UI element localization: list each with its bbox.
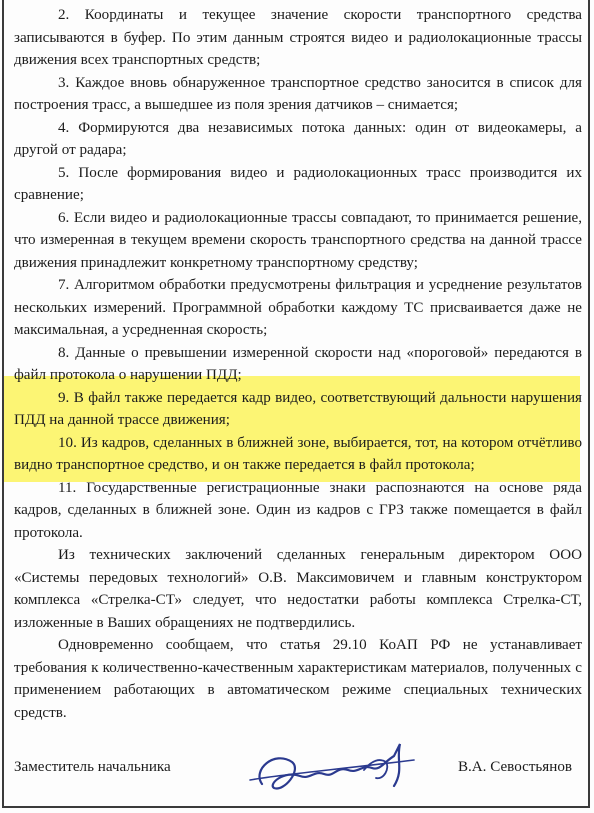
paragraph-item-3: 3. Каждое вновь обнаруженное транспортное средство заносится в список для построения трасс, а вышедшее из поля зрения датчиков – снимается;: [14, 74, 582, 113]
paragraph-item-8: 8. Данные о превышении измеренной скорости над «пороговой» передаются в файл протокола о нарушении ПДД;: [14, 344, 582, 383]
paragraph-item-5: 5. После формирования видео и радиолокационных трасс производится их сравнение;: [14, 164, 582, 203]
document-body: [14, 4, 582, 724]
paragraph-item-10: 10. Из кадров, сделанных в ближней зоне, выбирается, тот, на котором отчётливо видно транспортное средство, и он также передается в файл протокола;: [14, 434, 582, 473]
paragraph-notice: Одновременно сообщаем, что статья 29.10 КоАП РФ не устанавливает требования к количественно-качественным характеристикам материалов, полученных с применением работающих в автоматическом режиме специальных технических средств.: [14, 637, 582, 721]
paragraph-item-6: 6. Если видео и радиолокационные трассы совпадают, то принимается решение, что измеренная в текущем времени скорость транспортного средства на данной трассе движения принадлежит конкретному транспортному средству;: [14, 209, 582, 271]
paragraph-item-2: 2. Координаты и текущее значение скорости транспортного средства записываются в буфер. По этим данным строятся видео и радиолокационные трассы движения всех транспортных средств;: [14, 7, 582, 68]
signer-name: В.А. Севостьянов: [457, 759, 572, 775]
paragraph-conclusion: Из технических заключений сделанных генеральным директором ООО «Системы передовых технологий» О.В. Максимовичем и главным конструктором комплекса «Стрелка-СТ» следует, что недостатки работы комплекса Стрелка-СТ, изложенные в Ваших обращениях не подтвердились.: [14, 547, 582, 631]
paragraph-item-7: 7. Алгоритмом обработки предусмотрены фильтрация и усреднение результатов нескольких измерений. Программной обработки каждому ТС присваивается даже не максимальная, а усредненная скорость;: [14, 277, 582, 338]
handwritten-signature: [244, 740, 444, 800]
paragraph-item-11: 11. Государственные регистрационные знаки распознаются на основе ряда кадров, сделанных в ближней зоне. Один из кадров с ГРЗ также помещается в файл протокола.: [14, 479, 582, 541]
signer-title: Заместитель начальника: [14, 759, 171, 775]
paragraph-item-4: 4. Формируются два независимых потока данных: один от видеокамеры, а другой от радара;: [14, 119, 582, 158]
paragraph-item-9: 9. В файл также передается кадр видео, соответствующий дальности нарушения ПДД на данной трассе движения;: [14, 389, 582, 428]
